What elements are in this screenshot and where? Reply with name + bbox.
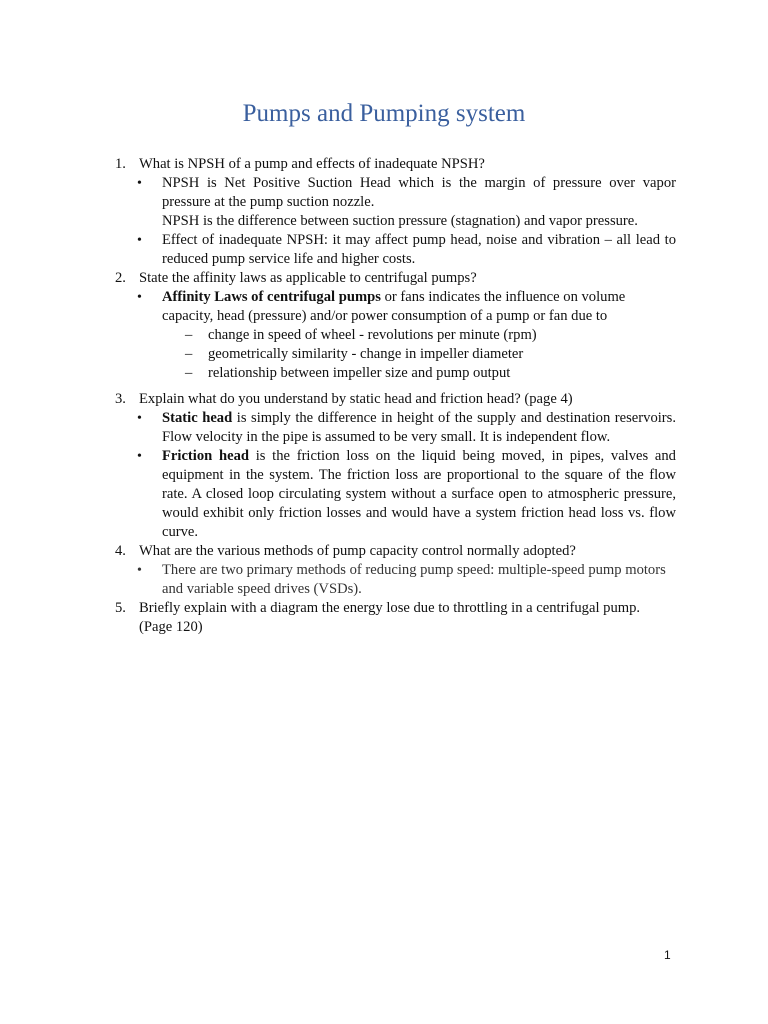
bullet-icon: • (137, 290, 142, 305)
page-number: 1 (664, 948, 671, 962)
question-3 (115, 390, 676, 409)
question-number: 4. (115, 543, 126, 559)
dash-icon: – (185, 365, 193, 381)
answer-text (162, 447, 676, 542)
answer-rest: is simply the difference in height of the supply and destination reservoirs. Flow velocity in the pipe is assumed to be very small. It is independent flow. (162, 410, 676, 445)
dash-item (115, 326, 676, 345)
answer-bullet (115, 174, 676, 231)
dash-text: relationship between impeller size and pump output (208, 365, 511, 381)
answer-text (162, 409, 676, 447)
question-number: 1. (115, 156, 126, 172)
answer-text: NPSH is the difference between suction pressure (stagnation) and vapor pressure. (162, 213, 638, 229)
answer-rest: is the friction loss on the liquid being moved, in pipes, valves and equipment in the system. The friction loss are proportional to the square of the flow rate. A closed loop circulating system without a surface open to atmospheric pressure, would exhibit only friction losses and would have a system friction head loss vs. flow curve. (162, 448, 676, 540)
question-4 (115, 542, 676, 561)
question-5 (115, 599, 676, 637)
spacer (115, 383, 676, 390)
question-text: Briefly explain with a diagram the energy lose due to throttling in a centrifugal pump. (Page 120) (139, 600, 641, 635)
bold-term: Static head (162, 410, 233, 426)
answer-text: There are two primary methods of reducing pump speed: multiple-speed pump motors and variable speed drives (VSDs). (162, 562, 666, 597)
bullet-icon: • (137, 563, 142, 578)
answer-bullet (115, 447, 676, 542)
question-2 (115, 269, 676, 288)
question-number: 5. (115, 600, 126, 616)
question-number: 3. (115, 391, 126, 407)
dash-text: geometrically similarity - change in impeller diameter (208, 346, 524, 362)
question-text: What are the various methods of pump capacity control normally adopted? (139, 543, 576, 559)
question-text: Explain what do you understand by static head and friction head? (page 4) (139, 391, 573, 407)
question-text: What is NPSH of a pump and effects of inadequate NPSH? (139, 156, 485, 172)
question-text: State the affinity laws as applicable to centrifugal pumps? (139, 270, 477, 286)
dash-text: change in speed of wheel - revolutions per minute (rpm) (208, 327, 537, 343)
answer-rest: or fans indicates the influence on volume capacity, head (pressure) and/or power consumption of a pump or fan due to (162, 289, 626, 324)
answer-bullet (115, 231, 676, 269)
answer-bullet (115, 561, 676, 599)
dash-item (115, 345, 676, 364)
bullet-icon: • (137, 176, 142, 191)
bullet-icon: • (137, 411, 142, 426)
answer-bullet (115, 288, 676, 326)
answer-bullet (115, 409, 676, 447)
question-number: 2. (115, 270, 126, 286)
answer-text: NPSH is Net Positive Suction Head which is the margin of pressure over vapor pressure at the pump suction nozzle. (162, 175, 676, 210)
bullet-icon: • (137, 449, 142, 464)
dash-icon: – (185, 346, 193, 362)
bold-term: Friction head (162, 448, 249, 464)
dash-item (115, 364, 676, 383)
question-1 (115, 155, 676, 174)
dash-icon: – (185, 327, 193, 343)
answer-text (162, 288, 676, 326)
bullet-icon: • (137, 233, 142, 248)
bold-term: Affinity Laws of centrifugal pumps (162, 289, 381, 305)
page-title: Pumps and Pumping system (242, 100, 526, 127)
question-list (115, 155, 676, 637)
answer-text: Effect of inadequate NPSH: it may affect pump head, noise and vibration – all lead to reduced pump service life and higher costs. (162, 232, 676, 267)
